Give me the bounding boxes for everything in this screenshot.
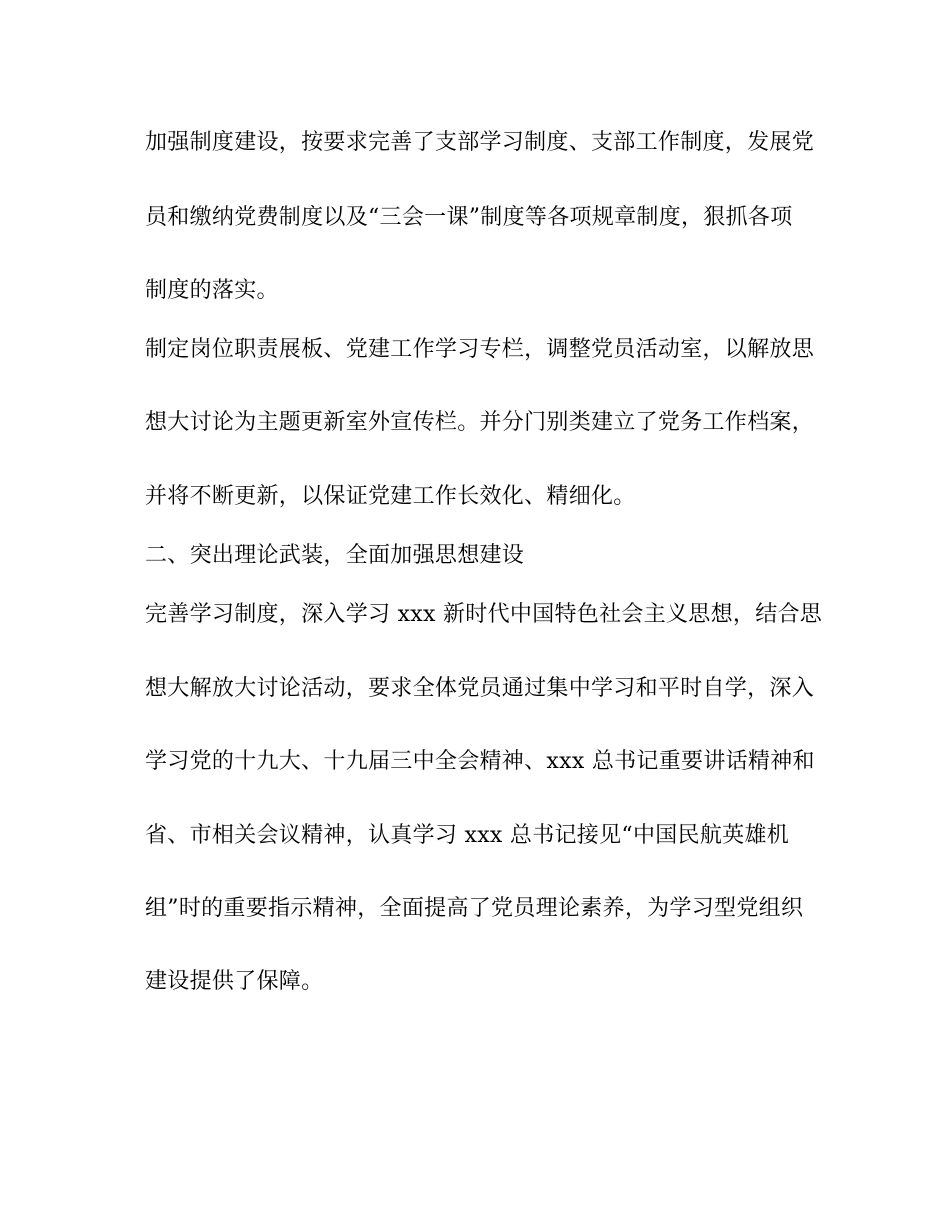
paragraph-1-line-3: 制度的落实。: [145, 278, 279, 303]
paragraph-3-line-2: 想大解放大讨论活动，要求全体党员通过集中学习和平时自学，深入: [145, 676, 815, 701]
paragraph-3-line-1: 完善学习制度，深入学习 xxx 新时代中国特色社会主义思想，结合思: [145, 602, 823, 627]
paragraph-3-line-4: 省、市相关会议精神，认真学习 xxx 总书记接见“中国民航英雄机: [145, 823, 790, 848]
paragraph-2-line-2: 想大讨论为主题更新室外宣传栏。并分门别类建立了党务工作档案，: [145, 410, 815, 435]
paragraph-1-line-1: 加强制度建设，按要求完善了支部学习制度、支部工作制度，发展党: [145, 130, 815, 155]
paragraph-3-line-5: 组”时的重要指示精神，全面提高了党员理论素养，为学习型党组织: [145, 896, 804, 921]
paragraph-1-line-2: 员和缴纳党费制度以及“三会一课”制度等各项规章制度，狠抓各项: [145, 205, 793, 230]
paragraph-3-line-6: 建设提供了保障。: [145, 969, 324, 994]
paragraph-2-line-3: 并将不断更新，以保证党建工作长效化、精细化。: [145, 484, 636, 509]
paragraph-3-line-3: 学习党的十九大、十九届三中全会精神、xxx 总书记重要讲话精神和: [145, 749, 815, 774]
paragraph-2-line-1: 制定岗位职责展板、党建工作学习专栏，调整党员活动室，以解放思: [145, 337, 815, 362]
section-heading: 二、突出理论武装，全面加强思想建设: [145, 543, 525, 568]
